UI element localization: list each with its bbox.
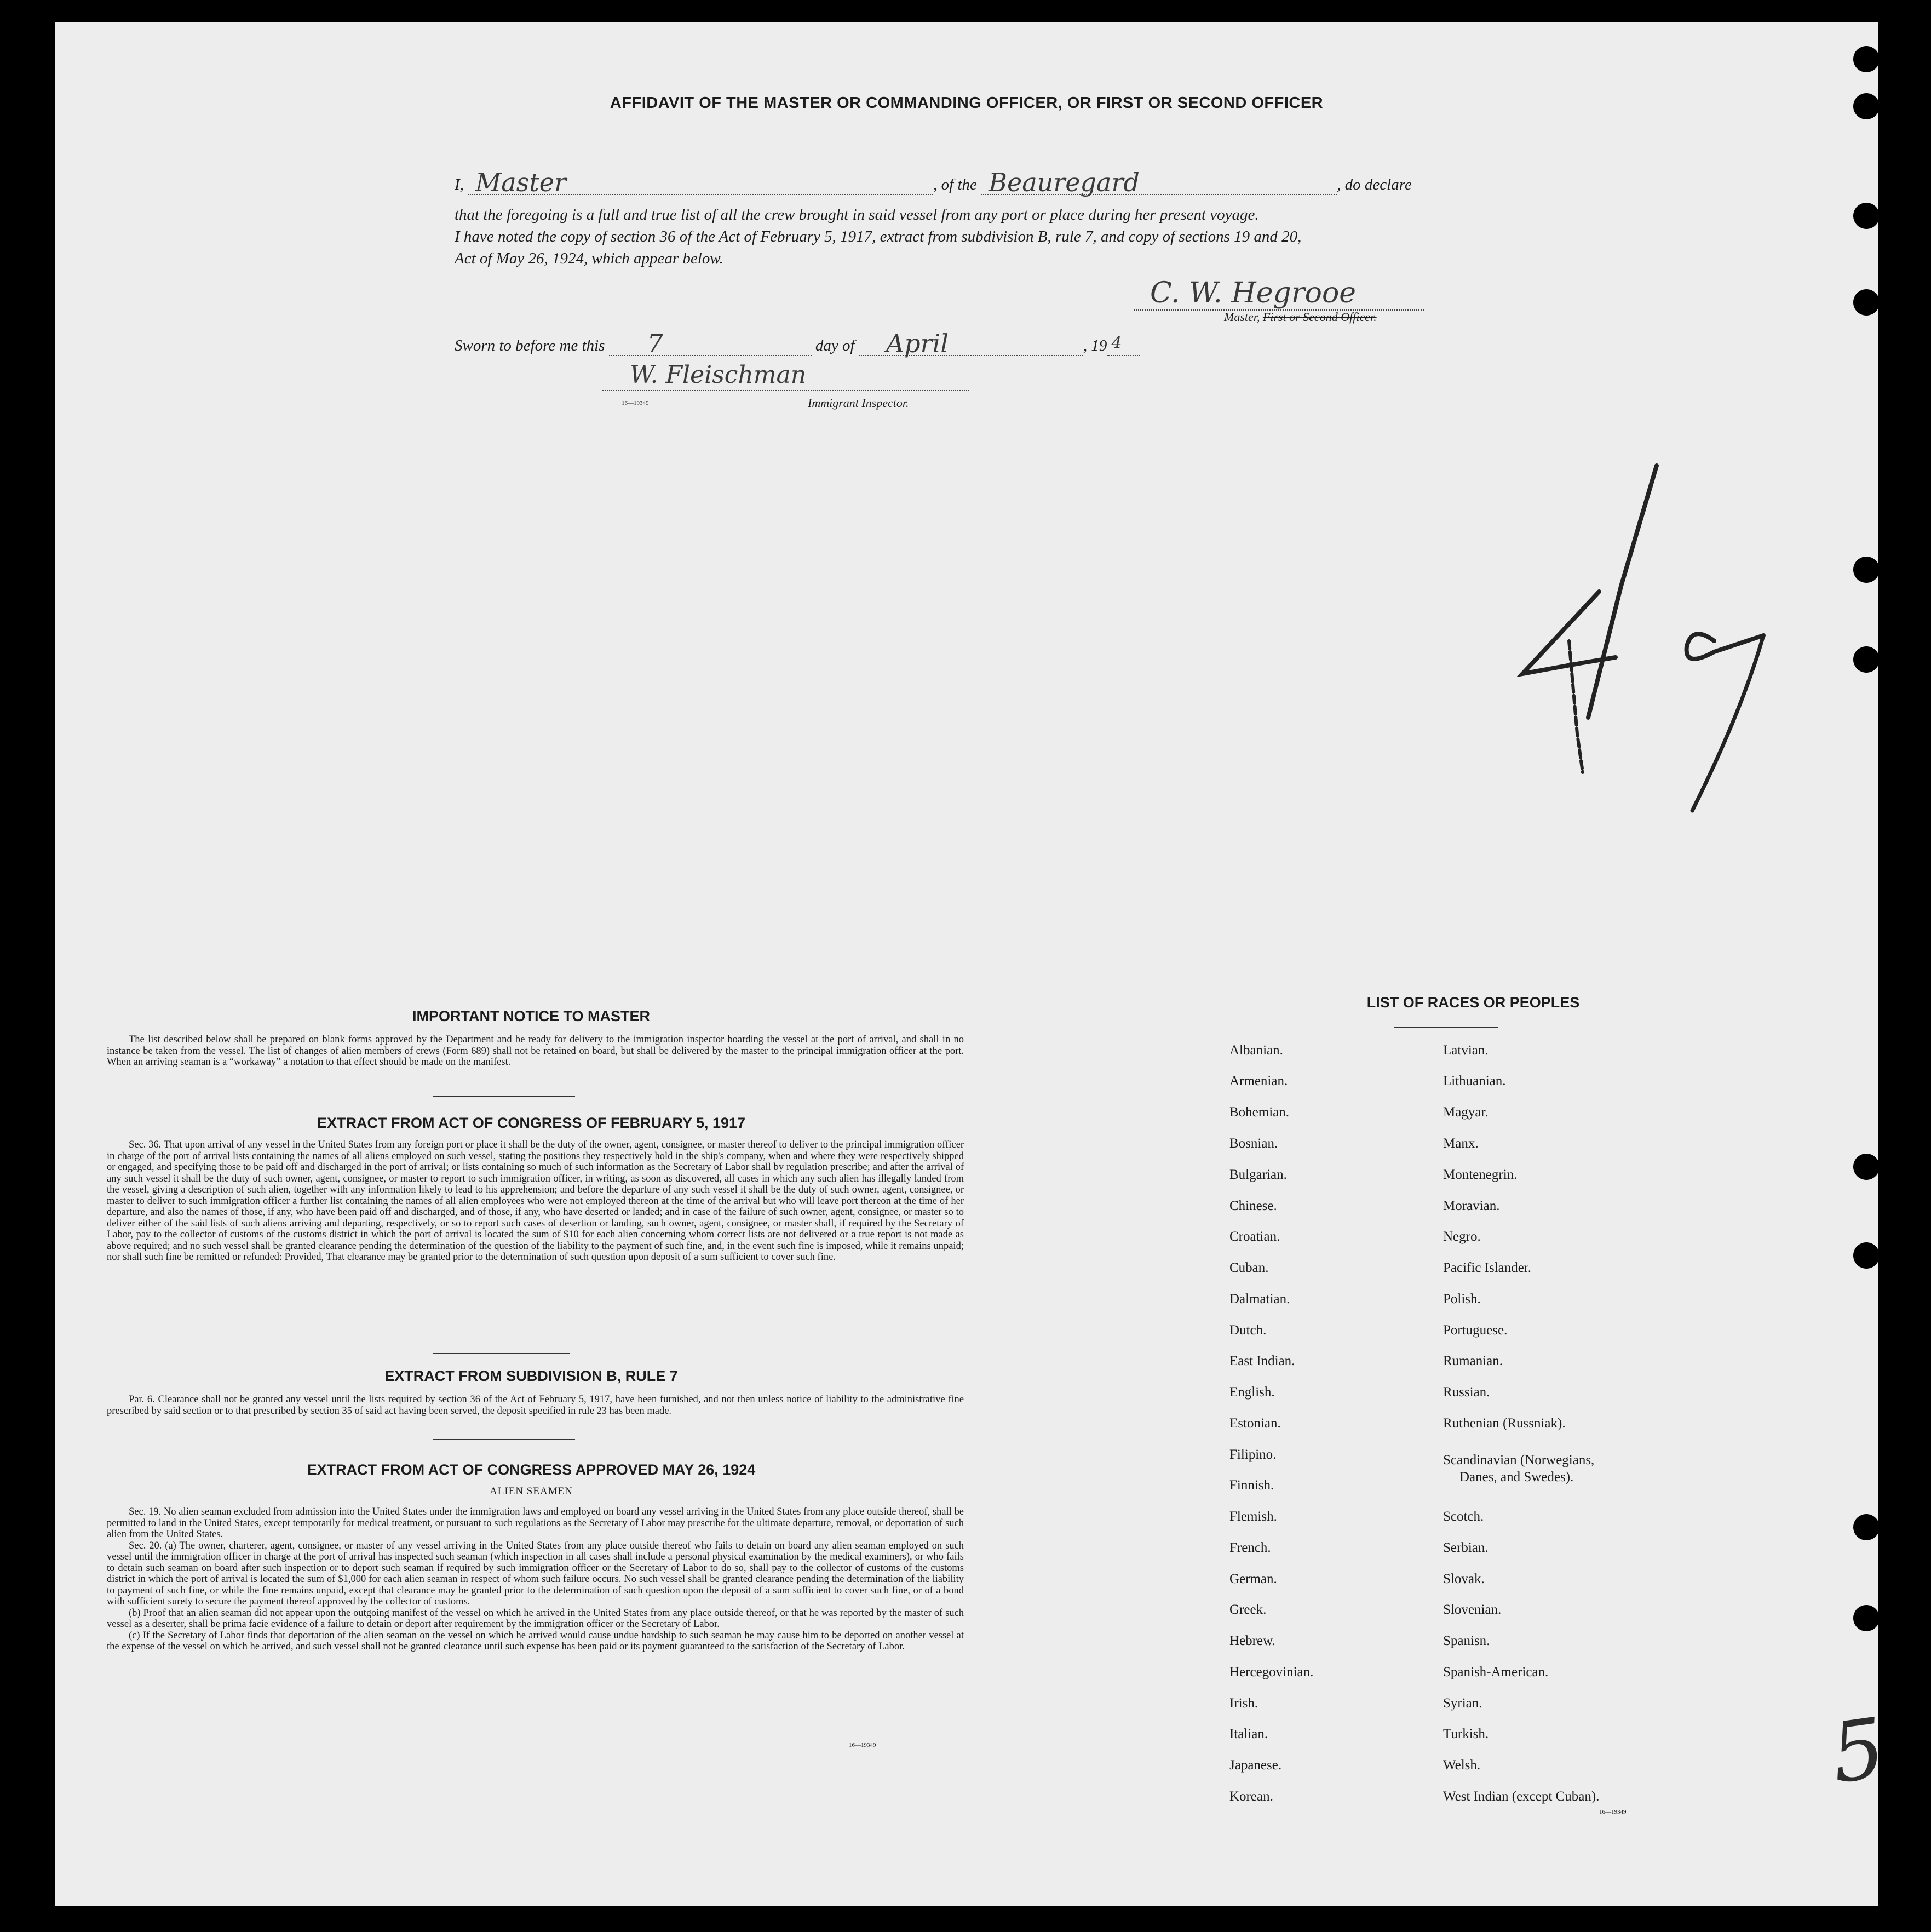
declaration-text-line-2: that the foregoing is a full and true list of all the crew brought in said vessel from any port or place during her present voyage. [455,206,1259,223]
race-item: Irish. [1229,1696,1258,1711]
divider [1394,1027,1498,1028]
race-item: Latvian. [1443,1043,1489,1058]
race-item: Albanian. [1229,1043,1283,1058]
declaration-line [455,168,1550,197]
race-item: Rumanian. [1443,1354,1503,1368]
declaration-text-line-3: I have noted the copy of section 36 of the Act of February 5, 1917, extract from subdivision B, rule 7, and copy of sections 19 and 20, [455,228,1302,245]
race-item: Bosnian. [1229,1136,1278,1151]
form-number: 16—19349 [622,400,649,406]
struck-officer-label: First or Second Officer. [1262,310,1377,324]
race-item: Greek. [1229,1602,1267,1617]
punch-hole [1853,1154,1880,1180]
race-item: West Indian (except Cuban). [1443,1789,1600,1804]
declarant-handwriting: Master [475,168,567,197]
race-item: English. [1229,1385,1275,1400]
race-item: Scotch. [1443,1509,1484,1524]
race-item: Syrian. [1443,1696,1482,1711]
race-item: Dutch. [1229,1323,1267,1338]
race-item: Hebrew. [1229,1633,1275,1648]
punch-hole [1853,203,1880,229]
punch-hole [1853,557,1880,583]
form-number: 16—19349 [849,1742,876,1748]
sworn-label: Sworn to before me this [455,337,605,354]
document-page [55,22,1891,1906]
race-item: Danes, and Swedes). [1459,1470,1574,1484]
act-1917-title: EXTRACT FROM ACT OF CONGRESS OF FEBRUARY 5, 1917 [317,1115,746,1131]
race-item: Negro. [1443,1229,1481,1244]
punch-hole [1853,1242,1880,1269]
punch-hole [1853,289,1880,316]
vessel-field [981,168,1337,197]
race-item: Chinese. [1229,1199,1277,1213]
race-item: German. [1229,1572,1277,1586]
race-item: Polish. [1443,1292,1481,1306]
race-item: Magyar. [1443,1105,1489,1120]
sworn-day-field [609,329,812,358]
form-number: 16—19349 [1599,1809,1627,1815]
race-item: Pacific Islander. [1443,1260,1532,1275]
race-item: Croatian. [1229,1229,1280,1244]
master-title-label: Master, [1224,310,1260,324]
of-the-label: , of the [933,176,977,193]
year-handwriting: 4 [1111,334,1122,353]
race-item: Japanese. [1229,1758,1282,1773]
vessel-handwriting: Beauregard [989,168,1140,197]
sec-20c-text: (c) If the Secretary of Labor finds that deportation of the alien seaman on the vessel on which he arrived would cause undue hardship to such seaman he may cause him to be deported on another vessel at the expense of the vessel on which he arrived, and such vessel shall not be granted clearance until such expense has been paid or its payment guaranteed to the satisfaction of the Secretary of Labor. [107,1630,964,1652]
handwritten-page-number: 5 [1825,1700,1891,1802]
race-item: Slovenian. [1443,1602,1502,1617]
master-signature: C. W. Hegrooe [1150,277,1357,309]
race-item: Hercegovinian. [1229,1665,1314,1679]
race-item: Armenian. [1229,1074,1288,1088]
race-item: Portuguese. [1443,1323,1508,1338]
divider [433,1353,570,1354]
races-title: LIST OF RACES OR PEOPLES [1366,994,1580,1011]
sworn-month-field [859,329,1083,358]
punch-hole [1853,93,1880,119]
race-item: Welsh. [1443,1758,1481,1773]
race-item: Moravian. [1443,1199,1500,1213]
divider [433,1439,575,1440]
race-item: French. [1229,1540,1271,1555]
race-item: Russian. [1443,1385,1490,1400]
race-item: Serbian. [1443,1540,1489,1555]
declaration-text-line-4: Act of May 26, 1924, which appear below. [455,250,723,267]
race-item: Bohemian. [1229,1105,1290,1120]
act-1924-text [107,1506,964,1653]
rule7-text: Par. 6. Clearance shall not be granted any vessel until the lists required by section 36 of the Act of February 5, 1917, have been furnished, and not then unless notice of liability to the administrative fine prescribed by said section or to that prescribed by section 35 of said act having been served, the deposit specified in rule 23 has been made. [107,1394,964,1417]
race-item: Lithuanian. [1443,1074,1506,1088]
sworn-month-handwriting: April [886,329,949,358]
race-item: East Indian. [1229,1354,1295,1368]
declarant-field [468,168,933,197]
act-1917-text: Sec. 36. That upon arrival of any vessel in the United States from any foreign port or place it shall be the duty of the owner, agent, consignee, or master thereof to deliver to the principal immigration officer in charge of the port of arrival lists containing the names of all aliens employed on such vessel, stating the positions they respectively hold in the ship's company, when and where they were respectively shipped or engaged, and specifying those to be paid off and discharged in the port of arrival; or lists containing so much of such information as the Secretary of Labor shall by regulation prescribe; and after the arrival of any such vessel it shall be the duty of such owner, agent, consignee, or master to report to such immigration officer, in writing, as soon as discovered, all cases in which any such alien has illegally landed from the vessel, giving a description of such alien, together with any information likely to lead to his apprehension; and before the departure of any such vessel it shall be the duty of such owner, agent, consignee, or master to deliver to such immigration officer a further list containing the names of all alien employees who were not employed thereon at the time of the arrival but who will leave port thereon at the time of her departure, and also the names of those, if any, who have been paid off and discharged, and of those, if any, who have deserted or landed; and in case of the failure of such owner, agent, consignee, or master so to deliver either of the said lists of such aliens arriving and departing, respectively, or so to report such cases of desertion or landing, such owner, agent, consignee, or master shall, if required by the Secretary of Labor, pay to the collector of customs of the customs district in which the port of arrival is located the sum of $10 for each alien concerning whom correct lists are not delivered or a true report is not made as above required; and no such vessel shall be granted clearance pending the determination of the question of the liability to the payment of such fine, and, in the event such fine is imposed, while it remains unpaid; nor shall such fine be remitted or refunded: Provided, That clearance may be granted prior to the determination of such question upon deposit of a sum sufficient to cover such fine. [107,1139,964,1263]
punch-hole [1853,1605,1880,1631]
sec-20b-text: (b) Proof that an alien seaman did not appear upon the outgoing manifest of the vessel on which he arrived in the United States from any place outside thereof, or that he was reported by the master of such vessel as a deserter, shall be prima facie evidence of a failure to detain or deport after requirement by the immigration officer or the Secretary of Labor. [107,1607,964,1630]
affidavit-title: AFFIDAVIT OF THE MASTER OR COMMANDING OFFICER, OR FIRST OR SECOND OFFICER [610,94,1324,112]
master-signature-line [1134,277,1424,311]
divider [433,1096,575,1097]
race-item: Slovak. [1443,1572,1485,1586]
sec-20a-text: Sec. 20. (a) The owner, charterer, agent, consignee, or master of any vessel arriving in the United States from any place outside thereof who fails to detain on board any alien seaman employed on such vessel until the immigration officer in charge at the port of arrival has inspected such seaman (which inspection in all cases shall include a personal physical examination by the medical examiners), or who fails to detain such seaman on board after such inspection or to deport such seaman if required by such immigration officer or the Secretary of Labor to do so, shall pay to the collector of customs of the customs district in which the port of arrival is located the sum of $1,000 for each alien seaman in respect of whom such failure occurs. No such vessel shall be granted clearance pending the determination of the liability to payment of such fine, or while the fine remains unpaid, except that clearance may be granted prior to the determination of such question upon the deposit of a sum sufficient to cover such fine, or of a bond with sufficient surety to secure the payment thereof approved by the collector of customs. [107,1540,964,1607]
punch-hole [1853,646,1880,673]
race-item: Montenegrin. [1443,1167,1518,1182]
sworn-line [455,329,1550,358]
race-item: Turkish. [1443,1727,1489,1741]
year-field [1107,334,1140,356]
alien-seamen-subtitle: ALIEN SEAMEN [490,1486,573,1497]
race-item: Bulgarian. [1229,1167,1287,1182]
punch-hole [1853,46,1880,72]
race-item: Flemish. [1229,1509,1277,1524]
inspector-signature: W. Fleischman [630,361,807,389]
race-item: Korean. [1229,1789,1273,1804]
day-of-label: day of [815,337,855,354]
master-title [1224,310,1377,324]
race-item: Italian. [1229,1727,1268,1741]
race-item: Ruthenian (Russniak). [1443,1416,1566,1431]
race-item: Spanisn. [1443,1633,1490,1648]
race-item: Finnish. [1229,1478,1274,1493]
year-label: , 19 [1083,337,1107,354]
race-item: Estonian. [1229,1416,1281,1431]
rule7-title: EXTRACT FROM SUBDIVISION B, RULE 7 [384,1368,678,1384]
race-item: Cuban. [1229,1260,1269,1275]
sworn-day-handwriting: 7 [647,329,663,358]
sec-19-text: Sec. 19. No alien seaman excluded from admission into the United States under the immigration laws and employed on board any vessel arriving in the United States from any place outside thereof, shall be permitted to land in the United States, except temporarily for medical treatment, or pursuant to such regulations as the Secretary of Labor may prescribe for the ultimate departure, removal, or deportation of such alien from the United States. [107,1506,964,1540]
declare-label: , do declare [1337,176,1412,193]
race-item: Dalmatian. [1229,1292,1290,1306]
punch-hole [1853,1514,1880,1540]
inspector-signature-line [602,363,969,391]
notice-text: The list described below shall be prepared on blank forms approved by the Department and be ready for delivery to the immigration inspector boarding the vessel at the port of arrival, and shall in no instance be taken from the vessel. The list of changes of alien members of crews (Form 689) shall not be retained on board, but shall be delivered by the master to the principal immigration officer at the port. When an arriving seaman is a “workaway” a notation to that effect should be made on the manifest. [107,1034,964,1068]
race-item: Spanish-American. [1443,1665,1549,1679]
inspector-title: Immigrant Inspector. [808,396,909,410]
race-item: Manx. [1443,1136,1479,1151]
i-label: I, [455,176,464,193]
race-item: Scandinavian (Norwegians, [1443,1453,1595,1467]
act-1924-title: EXTRACT FROM ACT OF CONGRESS APPROVED MAY 26, 1924 [307,1461,756,1478]
notice-title: IMPORTANT NOTICE TO MASTER [412,1008,650,1024]
race-item: Filipino. [1229,1447,1277,1462]
handwritten-date-mark [1457,460,1818,833]
